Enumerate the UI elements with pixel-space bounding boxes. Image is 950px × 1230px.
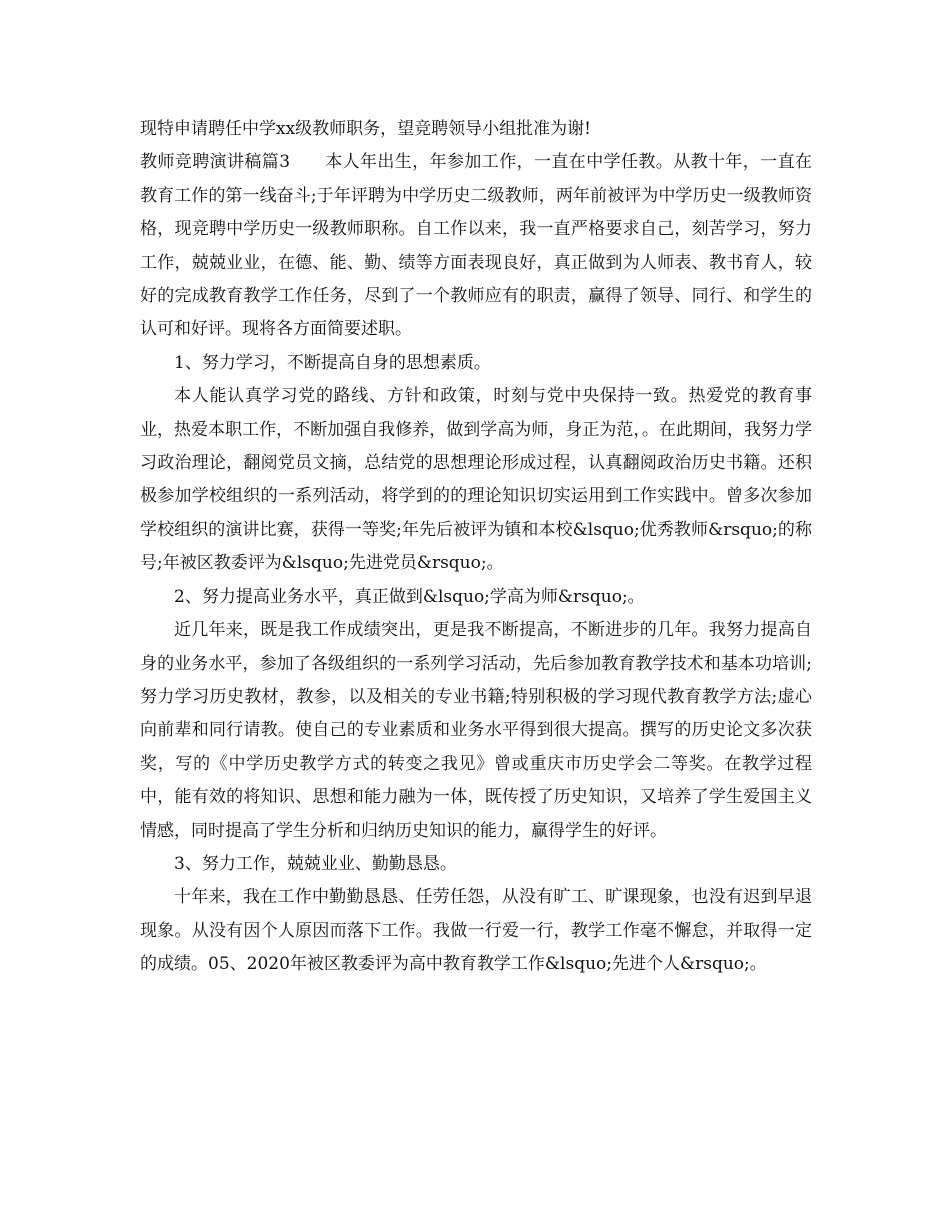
- paragraph-section-1: 本人能认真学习党的路线、方针和政策，时刻与党中央保持一致。热爱党的教育事业，热爱本职工作，不断加强自我修养，做到学高为师，身正为范，。在此期间，我努力学习政治理论，翻阅党员文摘，总结党的思想理论形成过程，认真翻阅政治历史书籍。还积极参加学校组织的一系列活动，将学到的的理论知识切实运用到工作实践中。曾多次参加学校组织的演讲比赛，获得一等奖;年先后被评为镇和本校&lsquo;优秀教师&rsquo;的称号;年被区教委评为&lsquo;先进党员&rsquo;。: [140, 386, 812, 574]
- document-body: [140, 113, 812, 982]
- paragraph-section-3: 十年来，我在工作中勤勤恳恳、任劳任怨，从没有旷工、旷课现象，也没有迟到早退现象。从没有因个人原因而落下工作。我做一行爱一行，教学工作毫不懈怠，并取得一定的成绩。05、2020年被区教委评为高中教育教学工作&lsquo;先进个人&rsquo;。: [140, 887, 812, 975]
- paragraph-section-2: 近几年来，既是我工作成绩突出，更是我不断提高，不断进步的几年。我努力提高自身的业务水平，参加了各级组织的一系列学习活动，先后参加教育教学技术和基本功培训;努力学习历史教材，教参，以及相关的专业书籍;特别积极的学习现代教育教学方法;虚心向前辈和同行请教。使自己的专业素质和业务水平得到很大提高。撰写的历史论文多次获奖，写的《中学历史教学方式的转变之我见》曾或重庆市历史学会二等奖。在教学过程中，能有效的将知识、思想和能力融为一体，既传授了历史知识，又培养了学生爱国主义情感，同时提高了学生分析和归纳历史知识的能力，赢得学生的好评。: [140, 620, 812, 841]
- section-heading-2: 2、努力提高业务水平，真正做到&lsquo;学高为师&rsquo;。: [174, 586, 645, 607]
- paragraph-closing-request: 现特申请聘任中学xx级教师职务，望竞聘领导小组批准为谢!: [140, 119, 592, 139]
- paragraph-speech-3-intro: 教师竞聘演讲稿篇3 本人年出生，年参加工作，一直在中学任教。从教十年，一直在教育工作的第一线奋斗;于年评聘为中学历史二级教师，两年前被评为中学历史一级教师资格，现竞聘中学历史一级教师职称。自工作以来，我一直严格要求自己，刻苦学习，努力工作，兢兢业业，在德、能、勤、绩等方面表现良好，真正做到为人师表、教书育人，较好的完成教育教学工作任务，尽到了一个教师应有的职责，赢得了领导、同行、和学生的认可和好评。现将各方面简要述职。: [140, 152, 812, 340]
- section-heading-3: 3、努力工作，兢兢业业、勤勤恳恳。: [174, 853, 457, 874]
- section-heading-1: 1、努力学习，不断提高自身的思想素质。: [174, 352, 491, 373]
